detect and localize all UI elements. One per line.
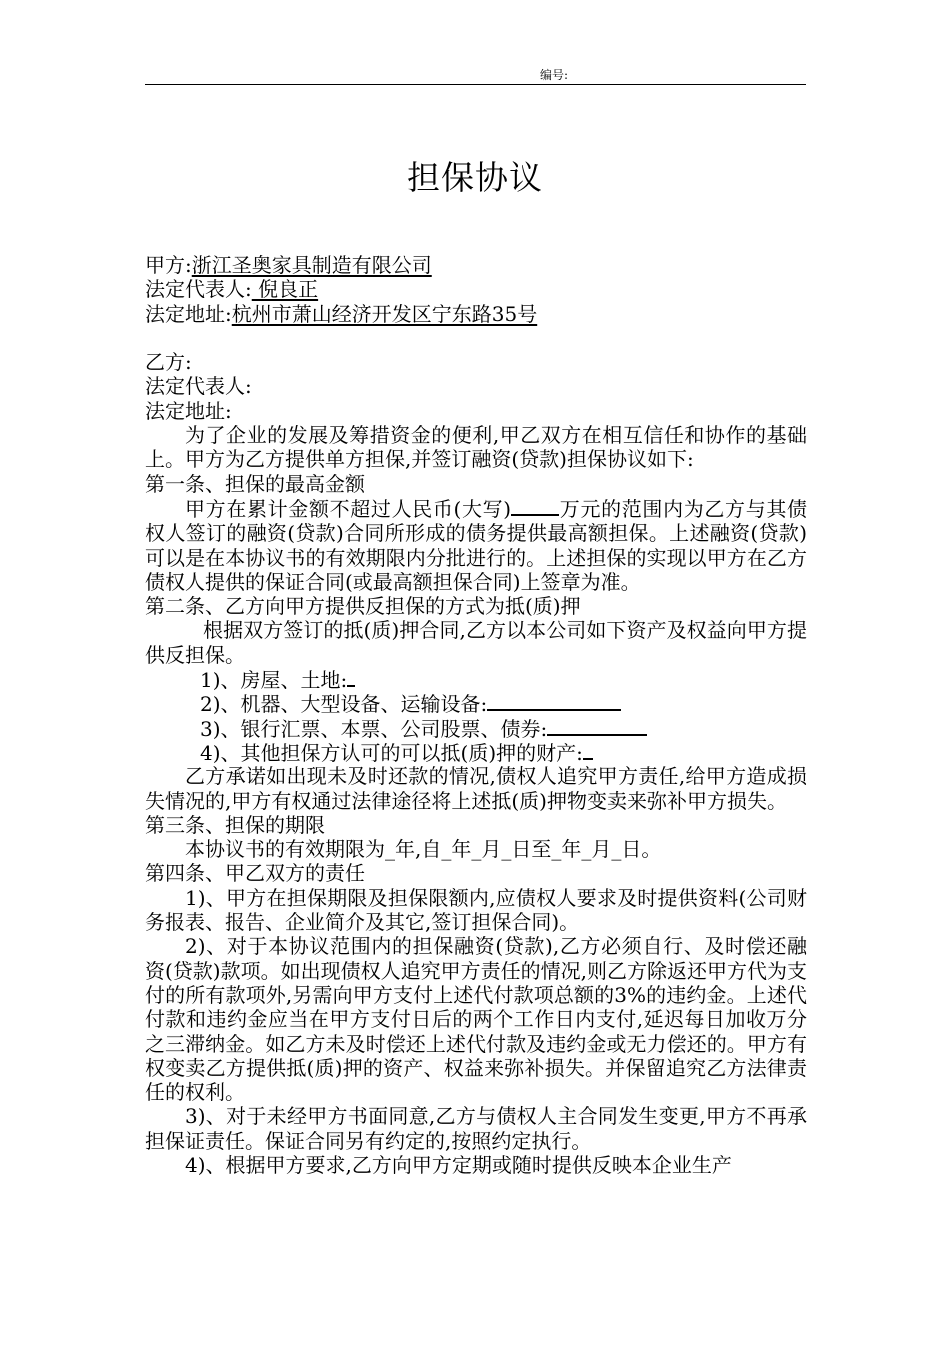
party-a-addr-line <box>145 302 807 326</box>
collateral-item-label: 1)、房屋、土地: <box>200 668 348 693</box>
party-a-label: 甲方: <box>145 253 192 277</box>
collateral-item-label: 4)、其他担保方认可的可以抵(质)押的财产: <box>200 740 583 765</box>
party-a-addr: 杭州市萧山经济开发区宁东路35号 <box>231 301 538 326</box>
header-number-label: 编号: <box>540 68 569 82</box>
collateral-item-label: 2)、机器、大型设备、运输设备: <box>200 692 488 717</box>
article-2-commitment: 乙方承诺如出现未及时还款的情况,债权人追究甲方责任,给甲方造成损失情况的,甲方有权通过法律途径将上述抵(质)押物变卖来弥补甲方损失。 <box>145 764 807 813</box>
collateral-blank <box>347 667 355 687</box>
collateral-item-2 <box>145 691 807 715</box>
collateral-item-1 <box>145 667 807 691</box>
collateral-item-label: 3)、银行汇票、本票、公司股票、债券: <box>200 716 548 741</box>
header-divider <box>145 84 806 85</box>
article-1-heading: 第一条、担保的最高金额 <box>145 471 365 496</box>
party-b-rep-line: 法定代表人: <box>145 374 252 399</box>
document-title: 担保协议 <box>407 158 543 197</box>
article-4-item-3: 3)、对于未经甲方书面同意,乙方与债权人主合同发生变更,甲方不再承担保证责任。保证合同另有约定的,按照约定执行。 <box>145 1104 807 1153</box>
article-1-text-before: 甲方在累计金额不超过人民币(大写) <box>185 496 512 521</box>
article-4-item-1: 1)、甲方在担保期限及担保限额内,应债权人要求及时提供资料(公司财务报表、报告、企业简介及其它,签订担保合同)。 <box>145 885 807 935</box>
party-a-rep-name: 倪良正 <box>251 277 319 302</box>
article-2-intro: 根据双方签订的抵(质)押合同,乙方以本公司如下资产及权益向甲方提供反担保。 <box>145 618 807 667</box>
intro-paragraph: 为了企业的发展及筹措资金的便利,甲乙双方在相互信任和协作的基础上。甲方为乙方提供单方担保,并签订融资(贷款)担保协议如下: <box>145 423 807 472</box>
article-1-text-after: 万元的范围内为乙方与其债权人签订的融资(贷款)合同所形成的债务提供最高额担保。上述融资(贷款)可以是在本协议书的有效期限内分批进行的。上述担保的实现以甲方在乙方债权人提供的保证合同(或最高额担保合同)上签章为准。 <box>145 496 808 594</box>
document-body <box>145 253 807 1177</box>
spacer <box>145 326 807 350</box>
article-1-paragraph <box>145 496 807 594</box>
party-b-line: 乙方: <box>145 350 192 375</box>
article-4-heading: 第四条、甲乙双方的责任 <box>145 861 365 886</box>
party-a-rep-line <box>145 277 807 301</box>
party-a-addr-label: 法定地址: <box>145 301 232 326</box>
collateral-blank <box>487 691 621 711</box>
party-a-name: 浙江圣奥家具制造有限公司 <box>191 253 432 277</box>
party-a-rep-label: 法定代表人: <box>145 277 252 302</box>
amount-blank <box>511 496 559 516</box>
article-4-item-2: 2)、对于本协议范围内的担保融资(贷款),乙方必须自行、及时偿还融资(贷款)款项。如出现债权人追究甲方责任的情况,则乙方除返还甲方代为支付的所有款项外,另需向甲方支付上述代付款项总额的3%的违约金。上述代付款和违约金应当在甲方支付日后的两个工作日内支付,延迟每日加收万分之三滞纳金。如乙方未及时偿还上述代付款及违约金或无力偿还的。甲方有权变卖乙方提供抵(质)押的资产、权益来弥补损失。并保留追究乙方法律责任的权利。 <box>145 934 807 1105</box>
party-a-line <box>145 253 807 277</box>
article-3-heading: 第三条、担保的期限 <box>145 812 325 837</box>
collateral-blank <box>583 740 593 760</box>
article-4-item-4: 4)、根据甲方要求,乙方向甲方定期或随时提供反映本企业生产 <box>185 1152 732 1177</box>
collateral-item-4 <box>145 740 807 764</box>
party-b-addr-line: 法定地址: <box>145 398 232 423</box>
article-2-heading: 第二条、乙方向甲方提供反担保的方式为抵(质)押 <box>145 594 581 619</box>
article-3-paragraph: 本协议书的有效期限为_年,自_年_月_日至_年_月_日。 <box>185 837 662 862</box>
collateral-blank <box>547 716 647 736</box>
collateral-item-3 <box>145 716 807 740</box>
